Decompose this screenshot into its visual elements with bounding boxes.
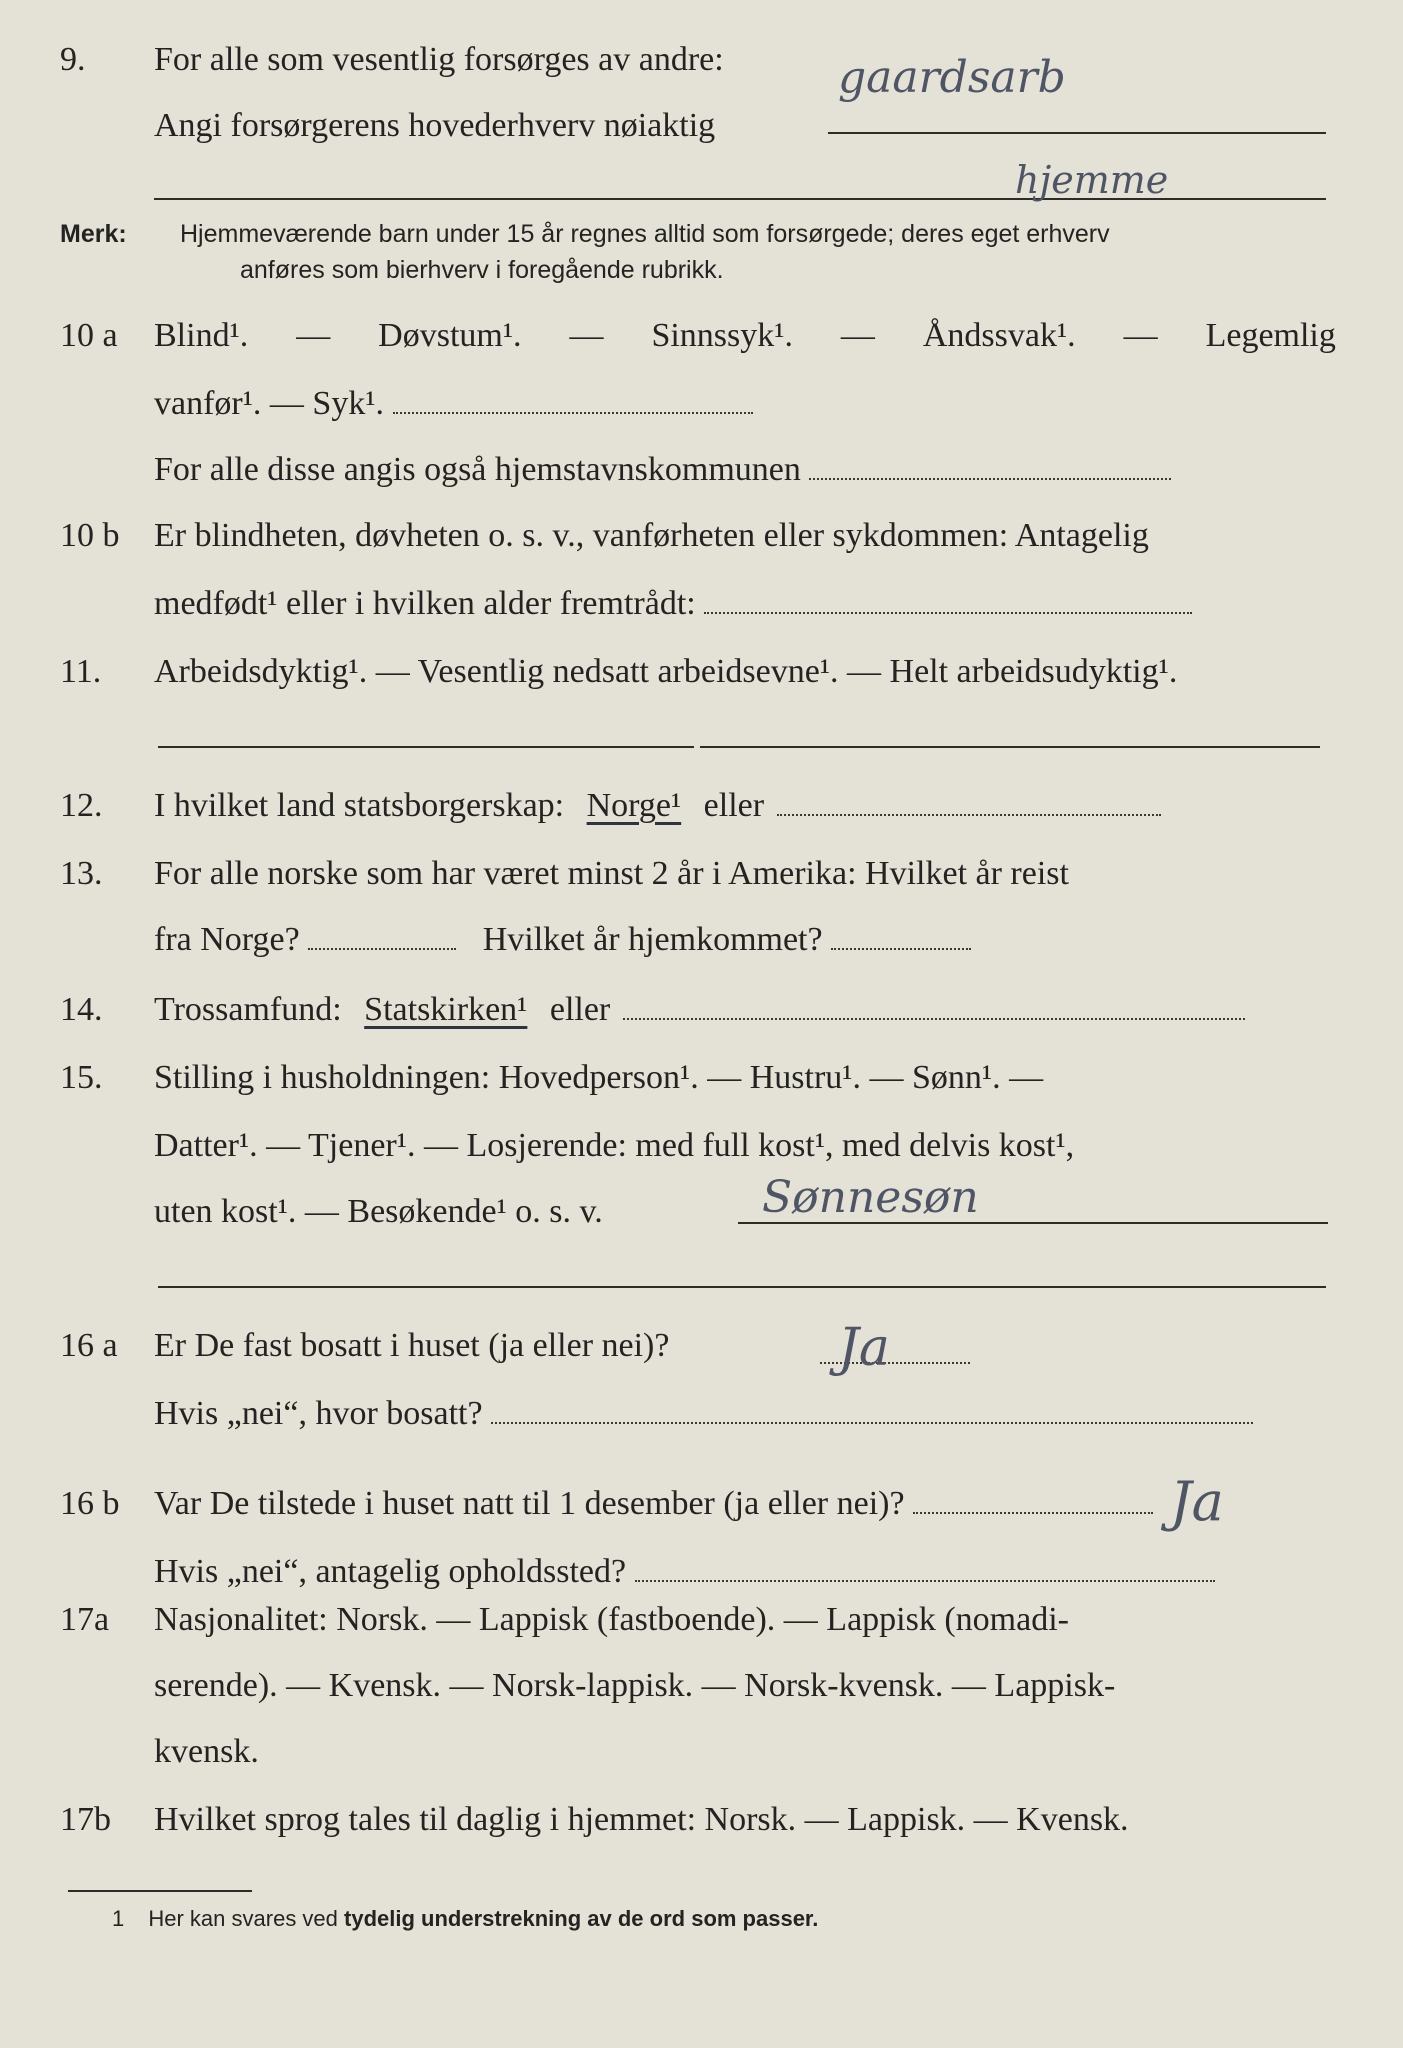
question-text: eller <box>703 787 765 824</box>
question-text <box>154 316 1336 360</box>
answer-line <box>158 746 694 748</box>
question-number: 9. <box>60 41 86 78</box>
question-number: 17a <box>60 1601 110 1638</box>
footnote-text-bold: tydelig understrekning av de ord som passer. <box>344 1906 819 1931</box>
question-text: Trossamfund: <box>154 991 342 1028</box>
handwritten-answer: hjemme <box>1015 158 1169 202</box>
question-number: 17b <box>60 1801 111 1838</box>
question-text-token: — <box>840 317 875 354</box>
question-number: 10 b <box>60 517 120 554</box>
question-text: Var De tilstede i huset natt til 1 desember (ja eller nei)? <box>154 1485 905 1522</box>
handwritten-answer: gaardsarb <box>838 52 1066 103</box>
question-text: Hvilket år hjemkommet? <box>482 921 823 958</box>
question-text: For alle disse angis også hjemstavnskommunen <box>154 451 801 488</box>
question-text: eller <box>549 991 611 1028</box>
handwritten-answer: Sønnesøn <box>762 1172 979 1223</box>
question-text: Hvilket sprog tales til daglig i hjemmet: Norsk. — Lappisk. — Kvensk. <box>154 1801 1129 1838</box>
question-number: 15. <box>60 1059 103 1096</box>
question-text: I hvilket land statsborgerskap: <box>154 787 565 824</box>
option-norge-underlined: Norge¹ <box>586 787 682 824</box>
question-text: Datter¹. — Tjener¹. — Losjerende: med full kost¹, med delvis kost¹, <box>154 1127 1075 1164</box>
answer-dots <box>635 1576 1215 1582</box>
answer-dots <box>393 408 753 414</box>
question-text: Arbeidsdyktig¹. — Vesentlig nedsatt arbeidsevne¹. — Helt arbeidsudyktig¹. <box>154 653 1178 690</box>
question-text-token: Døvstum¹. <box>378 317 522 354</box>
question-text-token: Åndssvak¹. <box>922 317 1076 354</box>
option-statskirken-underlined: Statskirken¹ <box>364 991 528 1028</box>
answer-dots <box>809 474 1171 480</box>
question-text: Er De fast bosatt i huset (ja eller nei)? <box>154 1327 670 1364</box>
footnote-text: Her kan svares ved <box>148 1906 338 1931</box>
question-number: 10 a <box>60 317 118 354</box>
note-text: anføres som bierhverv i foregående rubrikk. <box>240 256 724 284</box>
answer-dots <box>777 810 1161 816</box>
question-number: 11. <box>60 653 102 690</box>
answer-dots <box>913 1508 1153 1514</box>
question-text: medfødt¹ eller i hvilken alder fremtrådt: <box>154 585 696 622</box>
note-text: Hjemmeværende barn under 15 år regnes alltid som forsørgede; deres eget erhverv <box>180 220 1110 248</box>
question-number: 16 b <box>60 1485 120 1522</box>
answer-dots <box>831 944 971 950</box>
answer-line <box>158 1286 1326 1288</box>
question-text: Er blindheten, døvheten o. s. v., vanførheten eller sykdommen: Antagelig <box>154 517 1149 554</box>
question-text: Nasjonalitet: Norsk. — Lappisk (fastboende). — Lappisk (nomadi- <box>154 1601 1069 1638</box>
question-text: kvensk. <box>154 1733 259 1770</box>
question-number: 16 a <box>60 1327 118 1364</box>
footnote <box>112 1906 818 1932</box>
question-text-token: Legemlig <box>1205 317 1336 354</box>
question-text: Hvis „nei“, antagelig opholdssted? <box>154 1553 627 1590</box>
answer-dots <box>491 1418 1253 1424</box>
question-text: uten kost¹. — Besøkende¹ o. s. v. <box>154 1193 603 1230</box>
answer-dots <box>623 1014 1245 1020</box>
handwritten-answer: Ja <box>838 1318 890 1378</box>
question-text: Stilling i husholdningen: Hovedperson¹. — Hustru¹. — Sønn¹. — <box>154 1059 1044 1096</box>
question-text: For alle norske som har været minst 2 år i Amerika: Hvilket år reist <box>154 855 1069 892</box>
answer-dots <box>704 608 1192 614</box>
answer-dots <box>308 944 456 950</box>
question-text: For alle som vesentlig forsørges av andre: <box>154 41 724 78</box>
note-label: Merk: <box>60 220 127 248</box>
question-text: fra Norge? <box>154 921 300 958</box>
question-text-token: — <box>1123 317 1158 354</box>
answer-line <box>828 132 1326 134</box>
question-number: 14. <box>60 991 103 1028</box>
question-number: 13. <box>60 855 103 892</box>
question-text-token: — <box>296 317 331 354</box>
footnote-mark: 1 <box>112 1906 125 1931</box>
handwritten-answer: Ja <box>1170 1470 1224 1533</box>
question-number: 12. <box>60 787 103 824</box>
question-text-token: — <box>569 317 604 354</box>
question-text: vanfør¹. — Syk¹. <box>154 385 385 422</box>
question-text-token: Blind¹. <box>154 317 249 354</box>
question-text: Angi forsørgerens hovederhverv nøiaktig <box>154 107 716 144</box>
question-text-token: Sinnssyk¹. <box>651 317 793 354</box>
question-text: Hvis „nei“, hvor bosatt? <box>154 1395 483 1432</box>
answer-line <box>700 746 1320 748</box>
footnote-rule <box>68 1890 252 1892</box>
question-text: serende). — Kvensk. — Norsk-lappisk. — Norsk-kvensk. — Lappisk- <box>154 1667 1116 1704</box>
